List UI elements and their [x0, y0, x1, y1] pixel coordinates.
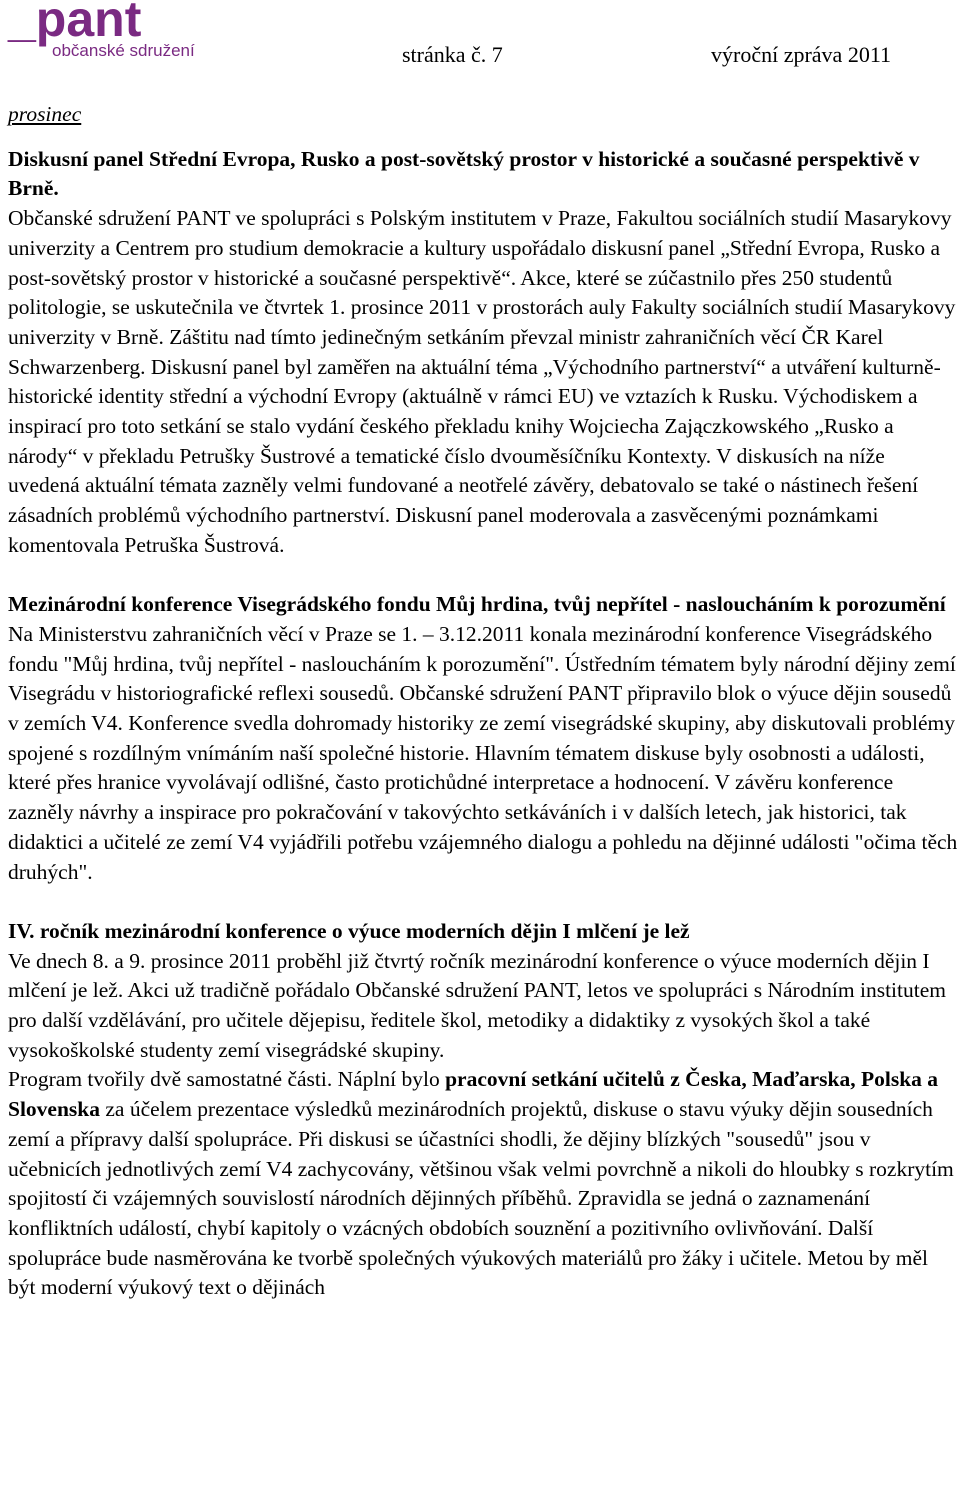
- section3-body2-prefix: Program tvořily dvě samostatné části. Náplní bylo: [8, 1067, 446, 1092]
- section3-body2-rest: za účelem prezentace výsledků mezinárodních projektů, diskuse o stavu výuky dějin sousedních zemí a přípravy další spolupráce. Při diskusi se účastníci shodli, že dějiny blízkých "sousedů" jsou v učebnicích jednotlivých zemí V4 zachycovány, většinou však velmi povrchně a nikoli do hloubky s rozkrytím spojitostí či vzájemných souvislostí národních dějinných příběhů. Zpravidla se jedná o zaznamenání konfliktních událostí, chybí kapitoly o vzácných obdobích souznění a pozitivního ovlivňování. Další spolupráce bude nasměrována ke tvorbě společných výukových materiálů pro žáky i učitele. Metou by měl být moderní výukový text o dějinách: [8, 1097, 954, 1300]
- section3-body2: [8, 1065, 958, 1303]
- section1-body: Občanské sdružení PANT ve spolupráci s Polským institutem v Praze, Fakultou sociálních studií Masarykovy univerzity a Centrem pro studium demokracie a kultury uspořádalo diskusní panel „Střední Evropa, Rusko a post-sovětský prostor v historické a současné perspektivě“. Akce, které se zúčastnilo přes 250 studentů politologie, se uskutečnila ve čtvrtek 1. prosince 2011 v prostorách auly Fakulty sociálních studií Masarykovy univerzity v Brně. Záštitu nad tímto jedinečným setkáním převzal ministr zahraničních věcí ČR Karel Schwarzenberg. Diskusní panel byl zaměřen na aktuální téma „Východního partnerství“ a utváření kulturně-historické identity střední a východní Evropy (aktuálně v rámci EU) ve vztazích k Rusku. Východiskem a inspirací pro toto setkání se stalo vydání českého překladu knihy Wojciecha Zajączkowského „Rusko a národy“ v překladu Petrušky Šustrové a tematické číslo dvouměsíčníku Kontexty. V diskusích na níže uvedená aktuální témata zazněly velmi fundované a neotřelé závěry, debatovalo se také o nástinech řešení zásadních problémů východního partnerství. Diskusní panel moderovala a zasvěcenými poznámkami komentovala Petruška Šustrová.: [8, 206, 956, 557]
- spacer: [8, 561, 958, 591]
- document-body: [8, 100, 958, 1303]
- report-title: výroční zpráva 2011: [711, 42, 892, 67]
- section2-title: Mezinárodní konference Visegrádského fondu Můj hrdina, tvůj nepřítel - nasloucháním k porozumění: [8, 592, 946, 617]
- month-heading: prosinec: [8, 102, 82, 126]
- page-header: [0, 0, 960, 82]
- page-number: stránka č. 7: [402, 42, 503, 67]
- pant-logo: [8, 0, 198, 72]
- section3-body1: Ve dnech 8. a 9. prosince 2011 proběhl již čtvrtý ročník mezinárodní konference o výuce moderních dějin I mlčení je lež. Akci už tradičně pořádalo Občanské sdružení PANT, letos ve spolupráci s Národním institutem pro další vzdělávání, pro učitele dějepisu, ředitele škol, metodiky a didaktiky z vysokých škol a také vysokoškolské studenty zemí visegrádské skupiny.: [8, 948, 946, 1062]
- spacer: [8, 887, 958, 917]
- logo-wordmark: _pant: [8, 0, 142, 47]
- logo-subtitle: občanské sdružení: [52, 41, 195, 60]
- section1-title: Diskusní panel Střední Evropa, Rusko a post-sovětský prostor v historické a současné perspektivě v Brně.: [8, 146, 920, 201]
- section3-title: IV. ročník mezinárodní konference o výuce moderních dějin I mlčení je lež: [8, 918, 690, 943]
- section3-body2-bold: pracovní setkání učitelů z Česka, Maďarska, Polska a Slovenska: [8, 1067, 939, 1122]
- section2-body: Na Ministerstvu zahraničních věcí v Praze se 1. – 3.12.2011 konala mezinárodní konference Visegrádského fondu "Můj hrdina, tvůj nepřítel - nasloucháním k porozumění". Ústředním tématem byly národní dějiny zemí Visegrádu v historiografické reflexi sousedů. Občanské sdružení PANT připravilo blok o výuce dějin sousedů v zemích V4. Konference svedla dohromady historiky ze zemí visegrádské skupiny, aby diskutovali problémy spojené s rozdílným vnímáním naší společné historie. Hlavním tématem diskuse byly osobnosti a události, které přes hranice vyvolávají odlišné, často protichůdné interpretace a hodnocení. V závěru konference zazněly návrhy a inspirace pro pokračování v takovýchto setkáváních i v dalších letech, jak historici, tak didaktici a učitelé ze zemí V4 vyjádřili potřebu vzájemného dialogu a pohledu na dějinné události "očima těch druhých".: [8, 621, 958, 884]
